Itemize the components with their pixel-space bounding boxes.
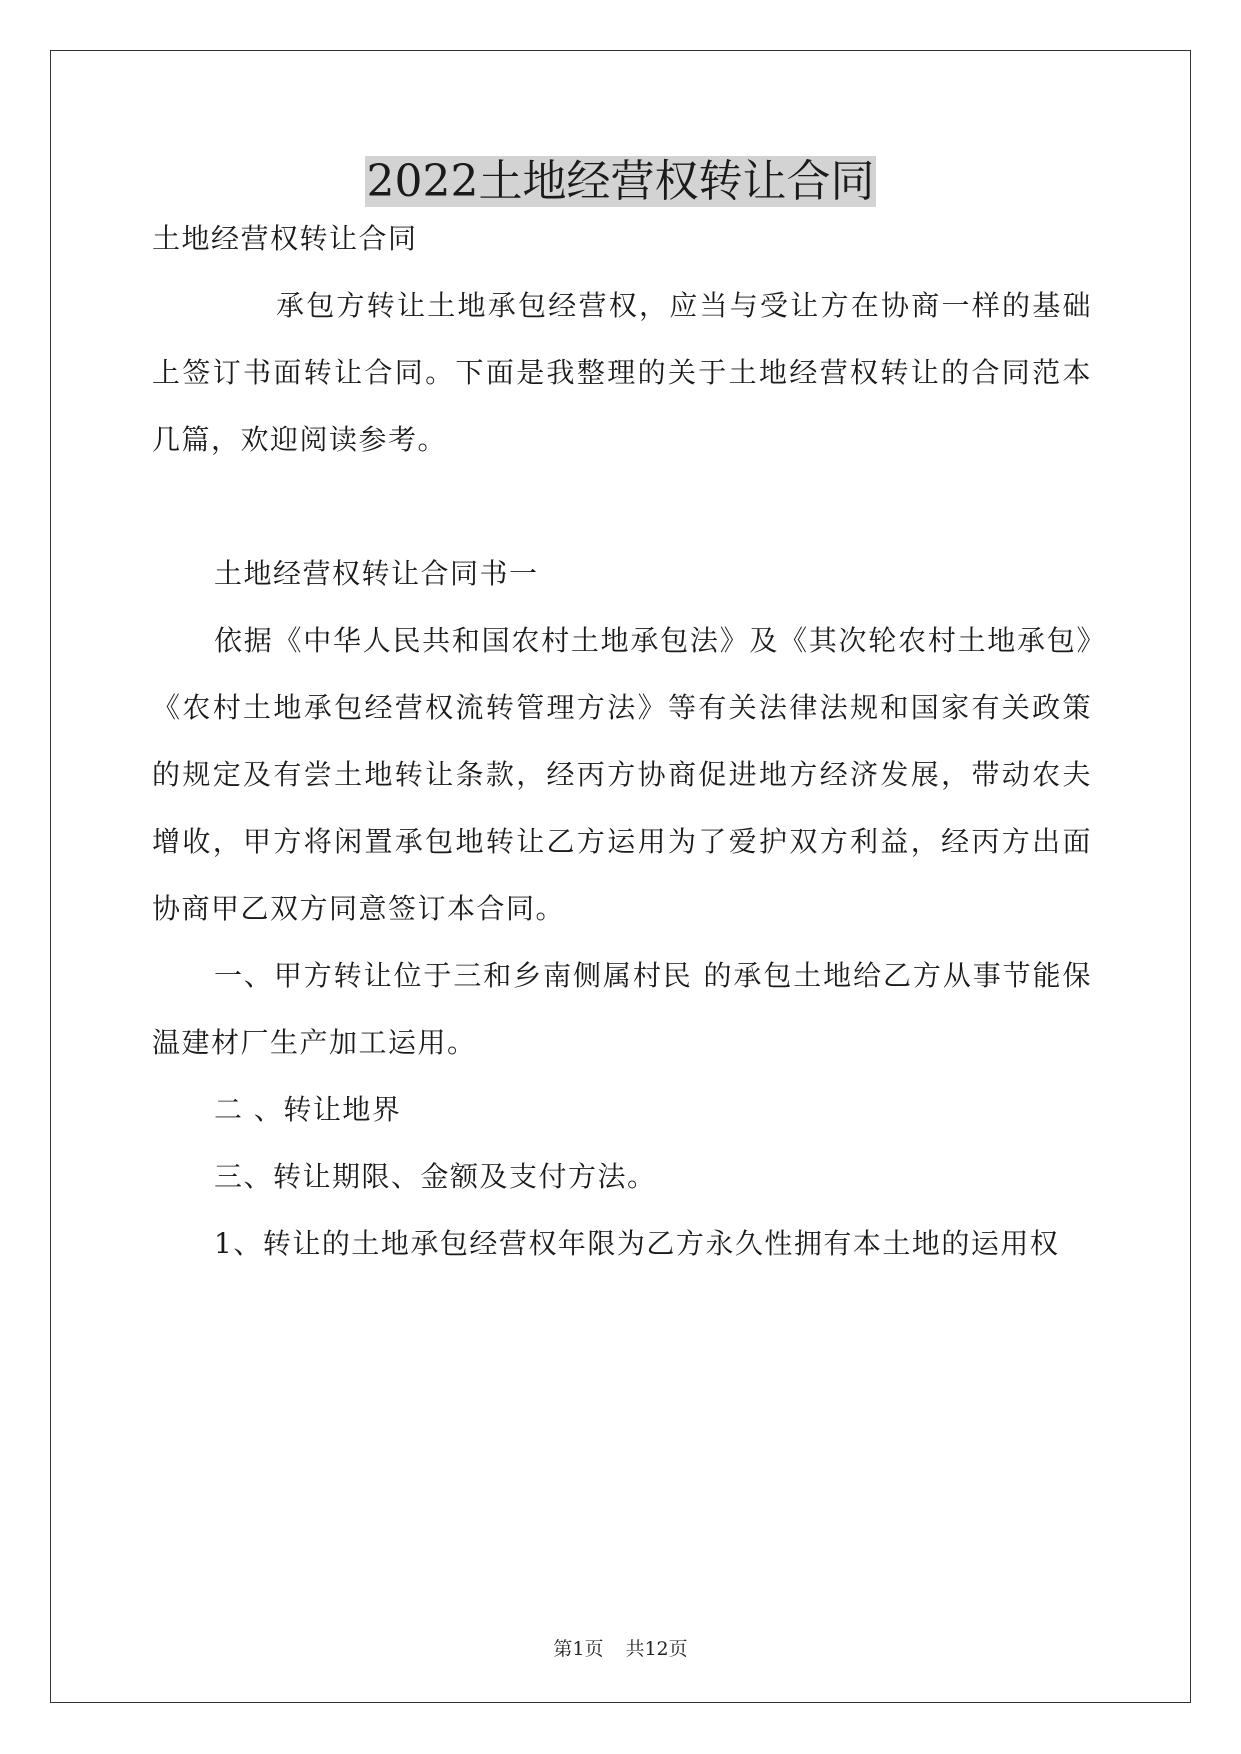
section-heading: 土地经营权转让合同书一: [214, 557, 539, 590]
title-text: 2022土地经营权转让合同: [366, 156, 875, 207]
preamble-paragraph: 依据《中华人民共和国农村土地承包法》及《其次轮农村土地承包》《农村土地承包经营权流转管理方法》等有关法律法规和国家有关政策的规定及有尝土地转让条款，经丙方协商促进地方经济发展，带动农夫增收，甲方将闲置承包地转让乙方运用为了爱护双方利益，经丙方出面协商甲乙双方同意签订本合同。: [152, 624, 1092, 925]
page-total: 共12页: [625, 1638, 688, 1660]
document-body: [152, 205, 1092, 1277]
intro-paragraph: 承包方转让土地承包经营权，应当与受让方在协商一样的基础上签订书面转让合同。下面是我整理的关于土地经营权转让的合同范本几篇，欢迎阅读参考。: [152, 289, 1092, 456]
clause-2: 二 、转让地界: [214, 1093, 402, 1126]
document-title: [0, 152, 1241, 212]
subtitle: 土地经营权转让合同: [152, 222, 418, 255]
spacer: [152, 473, 1092, 540]
page-number: 第1页: [553, 1638, 604, 1660]
clause-3-item-1: 1、转让的土地承包经营权年限为乙方永久性拥有本土地的运用权: [214, 1227, 1060, 1260]
clause-1: 一、甲方转让位于三和乡南侧属村民 的承包土地给乙方从事节能保温建材厂生产加工运用。: [152, 959, 1092, 1059]
clause-3: 三、转让期限、金额及支付方法。: [214, 1160, 657, 1193]
page-footer: [0, 1634, 1241, 1661]
